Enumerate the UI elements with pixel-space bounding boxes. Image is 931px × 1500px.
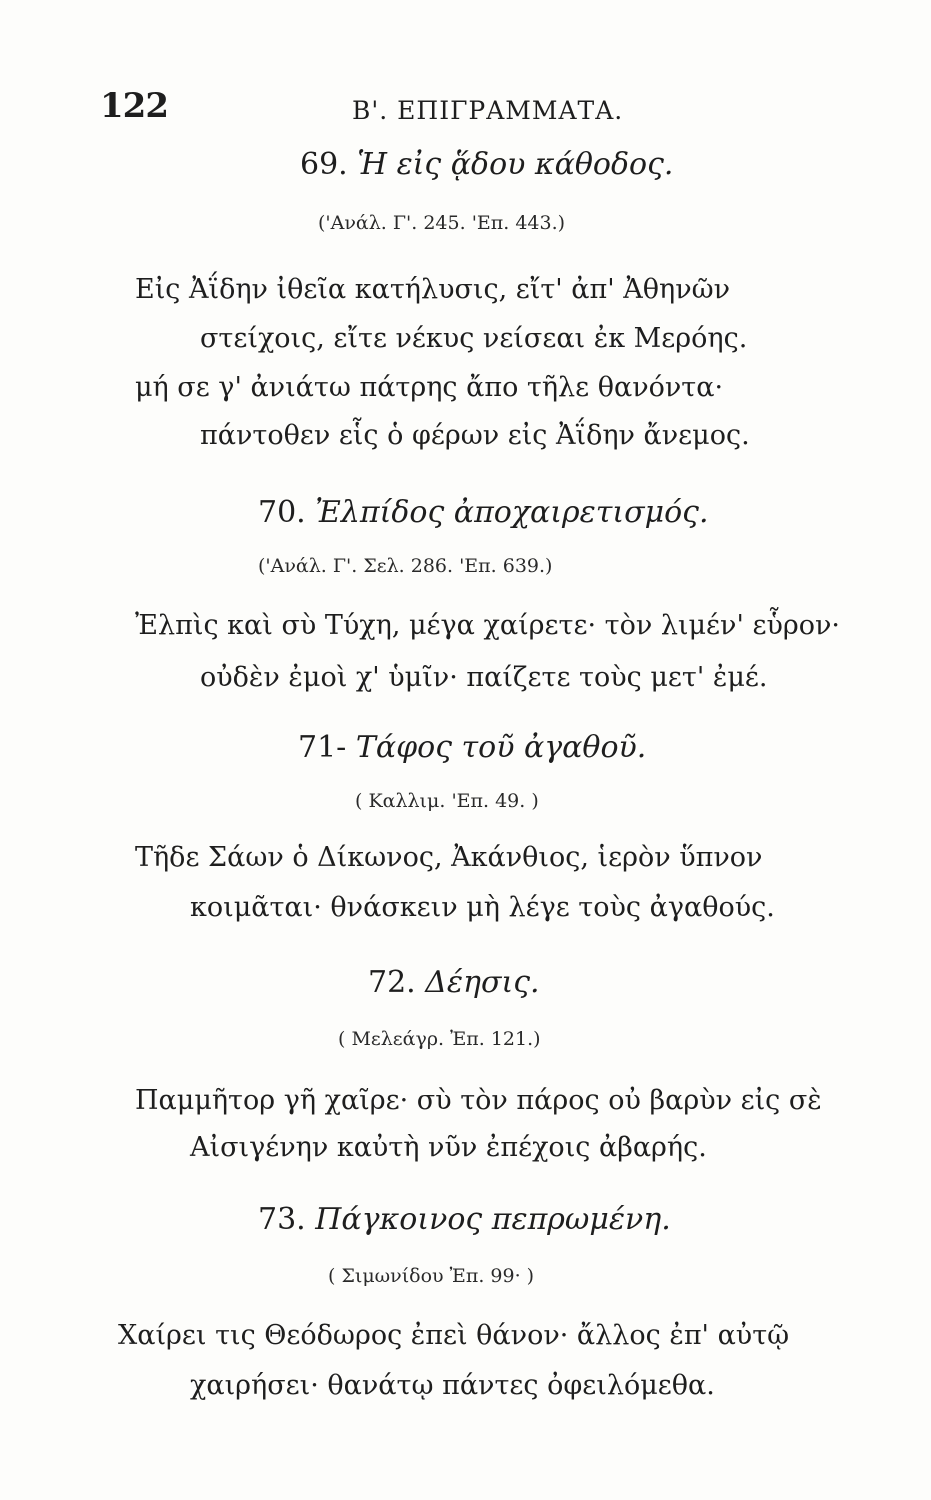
epigram-number: 70. (258, 495, 306, 530)
verse-line: χαιρήσει· θανάτῳ πάντες ὀφειλόμεθα. (190, 1370, 715, 1401)
verse-line: Τῆδε Σάων ὁ Δίκωνος, Ἀκάνθιος, ἱερὸν ὕπνον (135, 842, 763, 873)
verse-line: στείχοις, εἴτε νέκυς νείσεαι ἐκ Μερόης. (200, 323, 748, 354)
verse-line: οὐδὲν ἐμοὶ χ' ὑμῖν· παίζετε τοὺς μετ' ἐμέ. (200, 662, 768, 693)
epigram-title-text: Δέησις. (425, 965, 540, 1000)
verse-line: Παμμῆτορ γῆ χαῖρε· σὺ τὸν πάρος οὐ βαρὺν εἰς σὲ (135, 1085, 822, 1116)
page-number: 122 (100, 86, 168, 126)
epigram-title (368, 965, 540, 1000)
verse-line: Αἰσιγένην καὐτὴ νῦν ἐπέχοις ἀβαρής. (190, 1132, 707, 1163)
epigram-number: 71- (298, 730, 347, 765)
epigram-source: ( Καλλιμ. 'Επ. 49. ) (355, 790, 539, 812)
epigram-source: ( Μελεάγρ. Ἐπ. 121.) (338, 1028, 541, 1050)
epigram-number: 73. (258, 1202, 306, 1237)
verse-line: Ἐλπὶς καὶ σὺ Τύχη, μέγα χαίρετε· τὸν λιμέν' εὗρον· (135, 610, 840, 641)
epigram-title-text: Ἡ εἰς ᾅδου κάθοδος. (357, 147, 674, 182)
verse-line: πάντοθεν εἷς ὁ φέρων εἰς Ἀΐδην ἄνεμος. (200, 420, 750, 451)
epigram-title (258, 1202, 671, 1237)
epigram-title (298, 730, 646, 765)
epigram-title (300, 147, 673, 182)
verse-line: μή σε γ' ἀνιάτω πάτρης ἄπο τῆλε θανόντα· (135, 372, 724, 403)
running-head: Β'. ΕΠΙΓΡΑΜΜΑΤΑ. (352, 96, 624, 125)
epigram-title-text: Ἐλπίδος ἀποχαιρετισμός. (315, 495, 709, 530)
epigram-source: ('Ανάλ. Γ'. 245. 'Επ. 443.) (318, 212, 566, 234)
epigram-number: 69. (300, 147, 348, 182)
verse-line: Εἰς Ἀΐδην ἰθεῖα κατήλυσις, εἴτ' ἀπ' Ἀθηνῶν (135, 274, 731, 305)
epigram-title (258, 495, 709, 530)
epigram-title-text: Τάφος τοῦ ἀγαθοῦ. (355, 730, 647, 765)
epigram-number: 72. (368, 965, 416, 1000)
verse-line: κοιμᾶται· θνάσκειν μὴ λέγε τοὺς ἀγαθούς. (190, 892, 775, 923)
epigram-source: ( Σιμωνίδου Ἐπ. 99· ) (328, 1265, 535, 1287)
epigram-source: ('Ανάλ. Γ'. Σελ. 286. 'Επ. 639.) (258, 555, 553, 577)
verse-line: Χαίρει τις Θεόδωρος ἐπεὶ θάνον· ἄλλος ἐπ' αὐτῷ (118, 1320, 790, 1351)
epigram-title-text: Πάγκοινος πεπρωμένη. (315, 1202, 671, 1237)
